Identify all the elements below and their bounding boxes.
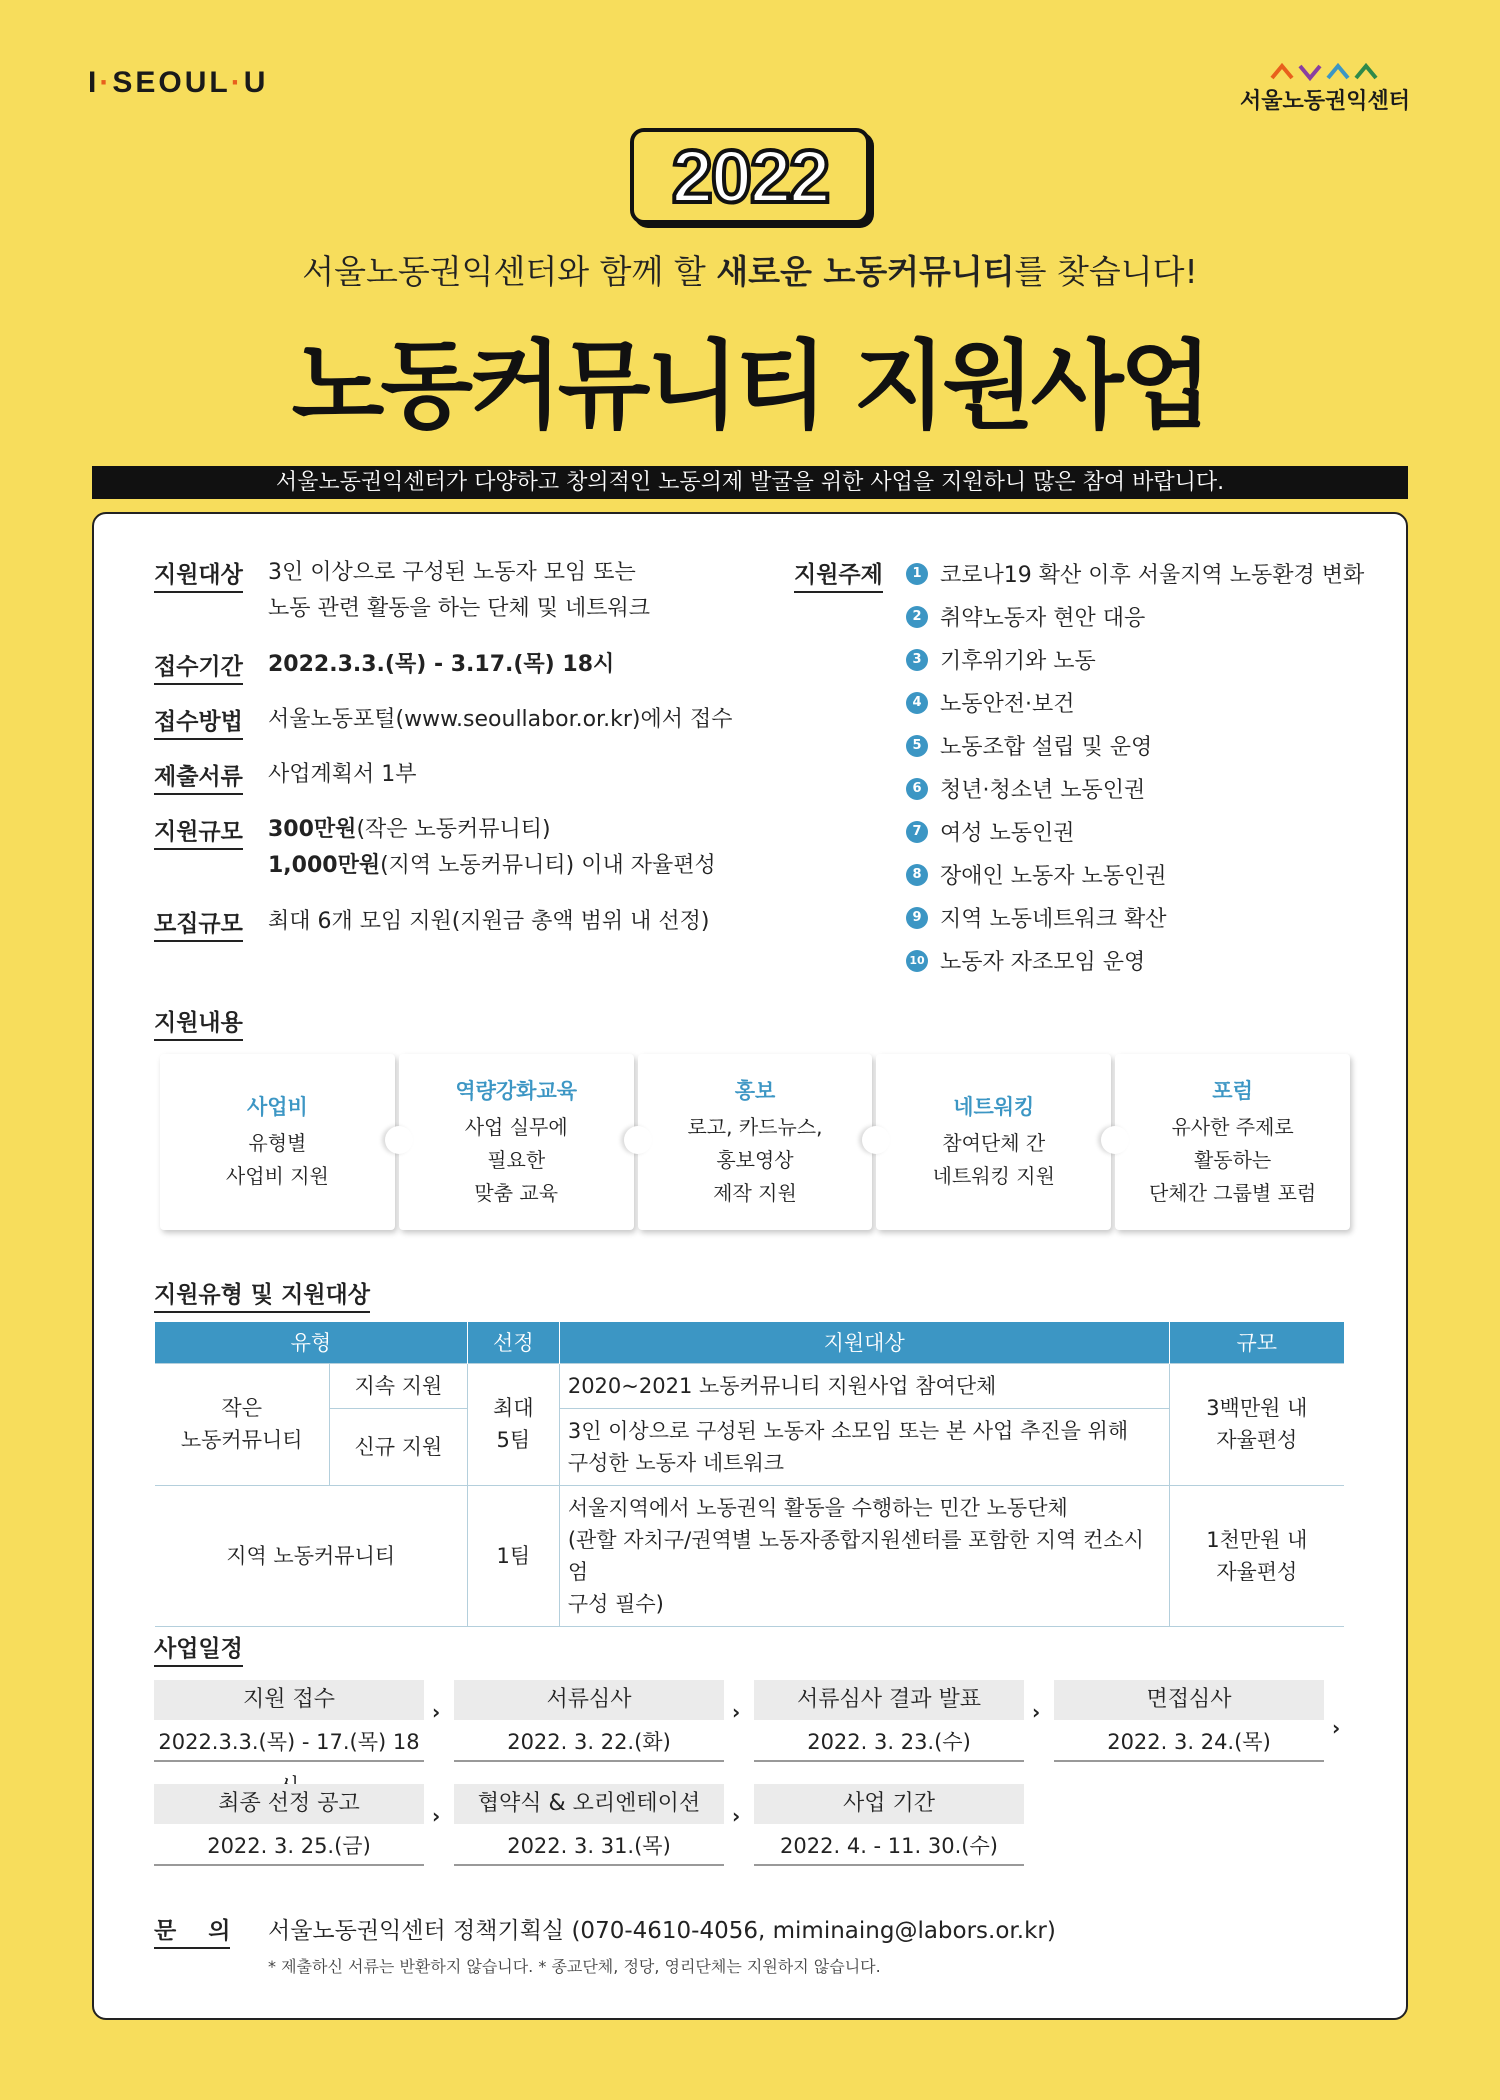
arrow-right-icon: ›	[1032, 1700, 1041, 1724]
topic-item: 9 지역 노동네트워크 확산	[906, 896, 1376, 939]
topic-item: 5 노동조합 설립 및 운영	[906, 724, 1376, 767]
topic-item: 3 기후위기와 노동	[906, 638, 1376, 681]
schedule-section-title: 사업일정	[154, 1630, 243, 1667]
info-target-value: 3인 이상으로 구성된 노동자 모임 또는 노동 관련 활동을 하는 단체 및 네트워크	[268, 560, 650, 621]
subtitle: 서울노동권익센터와 함께 할 새로운 노동커뮤니티를 찾습니다!	[302, 252, 1198, 291]
table-header-row: 유형 선정 지원대상 규모	[155, 1322, 1345, 1363]
types-section-title: 지원유형 및 지원대상	[154, 1276, 370, 1313]
topic-item: 8 장애인 노동자 노동인권	[906, 853, 1376, 896]
i-seoul-u-logo: I·SEOUL·U	[88, 66, 269, 99]
content-piece: 홍보 로고, 카드뉴스, 홍보영상 제작 지원	[638, 1054, 873, 1230]
schedule-step: 면접심사 2022. 3. 24.(목)	[1054, 1680, 1324, 1762]
support-type-table	[154, 1322, 1344, 1627]
footnote: * 제출하신 서류는 반환하지 않습니다. * 종교단체, 정당, 영리단체는 지원하지 않습니다.	[268, 1957, 881, 1976]
labor-center-logo: 서울노동권익센터	[1240, 62, 1410, 115]
table-row: 작은 노동커뮤니티 지속 지원 최대 5팀 2020~2021 노동커뮤니티 지원사업 참여단체 3백만원 내 자율편성	[155, 1363, 1345, 1408]
info-method: 접수방법	[154, 703, 243, 740]
year-badge: 2022	[630, 128, 870, 224]
logo-mark-icon	[1270, 62, 1380, 82]
content-piece: 역량강화교육 사업 실무에 필요한 맞춤 교육	[399, 1054, 634, 1230]
schedule-step: 지원 접수 2022.3.3.(목) - 17.(목) 18	[154, 1680, 424, 1762]
info-docs-value: 사업계획서 1부	[268, 762, 417, 787]
content-section-title: 지원내용	[154, 1004, 243, 1041]
contact-label: 문 의	[154, 1912, 230, 1949]
info-recruit-value: 최대 6개 모임 지원(지원금 총액 범위 내 선정)	[268, 909, 710, 934]
topic-item: 4 노동안전·보건	[906, 681, 1376, 724]
info-period-value: 2022.3.3.(목) - 3.17.(목) 18시	[268, 652, 615, 677]
schedule-step: 최종 선정 공고 2022. 3. 25.(금)	[154, 1784, 424, 1866]
schedule-step: 사업 기간 2022. 4. - 11. 30.(수)	[754, 1784, 1024, 1866]
content-pieces	[160, 1054, 1350, 1230]
info-method-value: 서울노동포털(www.seoullabor.or.kr)에서 접수	[268, 707, 733, 732]
info-docs: 제출서류	[154, 758, 243, 795]
arrow-right-icon: ›	[432, 1700, 441, 1724]
table-row: 지역 노동커뮤니티 1팀 서울지역에서 노동권익 활동을 수행하는 민간 노동단체 (관할 자치구/권역별 노동자종합지원센터를 포함한 지역 컨소시엄 구성 필수) 1천만원 내 자율편성	[155, 1485, 1345, 1626]
arrow-right-icon: ›	[732, 1700, 741, 1724]
info-period: 접수기간	[154, 648, 243, 685]
topic-item: 1 코로나19 확산 이후 서울지역 노동환경 변화	[906, 552, 1376, 595]
info-scale-value: 300만원(작은 노동커뮤니티) 1,000만원(지역 노동커뮤니티) 이내 자율편성	[268, 817, 716, 878]
topics-list	[906, 552, 1376, 982]
table-row: 신규 지원 3인 이상으로 구성된 노동자 소모임 또는 본 사업 추진을 위해 구성한 노동자 네트워크	[155, 1408, 1345, 1485]
contact-value: 서울노동권익센터 정책기획실 (070-4610-4056, miminaing@labors.or.kr)	[268, 1918, 1056, 1944]
schedule-step: 서류심사 결과 발표 2022. 3. 23.(수)	[754, 1680, 1024, 1762]
content-piece: 포럼 유사한 주제로 활동하는 단체간 그룹별 포럼	[1115, 1054, 1350, 1230]
arrow-right-icon: ›	[1332, 1716, 1341, 1740]
intro-banner: 서울노동권익센터가 다양하고 창의적인 노동의제 발굴을 위한 사업을 지원하니 많은 참여 바랍니다.	[92, 466, 1408, 499]
arrow-right-icon: ›	[732, 1804, 741, 1828]
content-piece: 사업비 유형별 사업비 지원	[160, 1054, 395, 1230]
info-scale: 지원규모	[154, 813, 243, 850]
schedule-step: 협약식 & 오리엔테이션 2022. 3. 31.(목)	[454, 1784, 724, 1866]
info-recruit: 모집규모	[154, 905, 243, 942]
topic-item: 2 취약노동자 현안 대응	[906, 595, 1376, 638]
content-piece: 네트워킹 참여단체 간 네트워킹 지원	[876, 1054, 1111, 1230]
info-target: 지원대상	[154, 556, 243, 593]
topic-item: 10 노동자 자조모임 운영	[906, 939, 1376, 982]
schedule-step: 서류심사 2022. 3. 22.(화)	[454, 1680, 724, 1762]
topic-item: 7 여성 노동인권	[906, 810, 1376, 853]
topic-item: 6 청년·청소년 노동인권	[906, 767, 1376, 810]
topics-label: 지원주제	[794, 556, 883, 593]
page-title: 노동커뮤니티 지원사업	[291, 330, 1209, 442]
arrow-right-icon: ›	[432, 1804, 441, 1828]
